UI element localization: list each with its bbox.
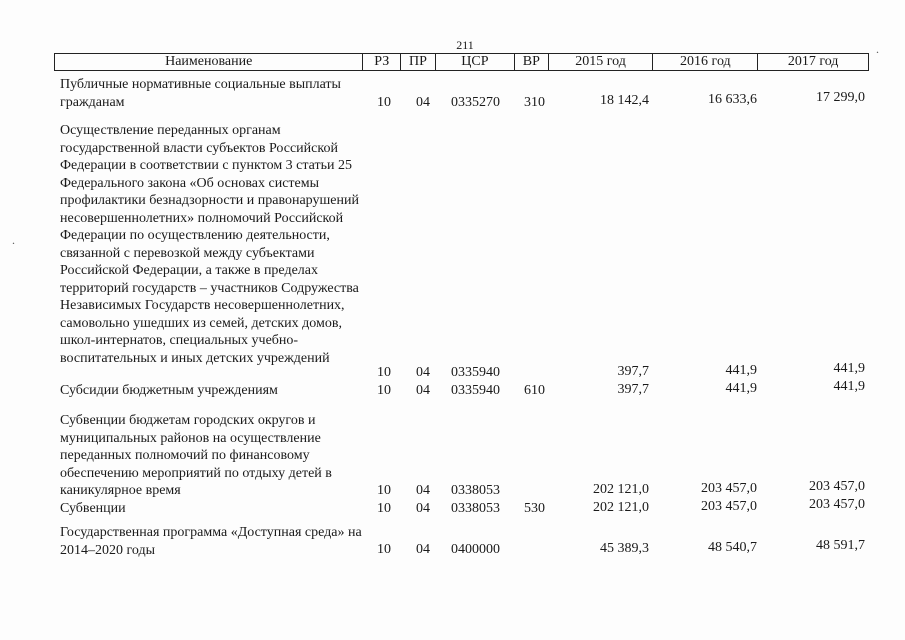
row-2017: 441,9 [833, 379, 865, 394]
row-pr: 04 [416, 365, 430, 380]
row-2017: 203 457,0 [809, 497, 865, 512]
row-rz: 10 [377, 483, 391, 498]
row-2017: 48 591,7 [816, 538, 865, 553]
row-2016: 441,9 [725, 381, 757, 396]
scan-mark: . [12, 233, 15, 247]
row-name: Субсидии бюджетным учреждениям [60, 383, 278, 398]
row-2017: 203 457,0 [809, 479, 865, 494]
table-header [54, 53, 869, 71]
header-rz: РЗ [363, 54, 401, 71]
row-csr: 0335940 [451, 383, 500, 398]
row-vr: 610 [524, 383, 545, 398]
row-vr: 530 [524, 501, 545, 516]
row-rz: 10 [377, 542, 391, 557]
row-rz: 10 [377, 501, 391, 516]
row-csr: 0335270 [451, 95, 500, 110]
header-2017: 2017 год [758, 54, 869, 71]
header-csr: ЦСР [435, 54, 514, 71]
row-name: Субвенции [60, 501, 126, 516]
row-csr: 0400000 [451, 542, 500, 557]
row-2016: 441,9 [725, 363, 757, 378]
row-2017: 17 299,0 [816, 90, 865, 105]
scan-mark: . [876, 42, 879, 56]
row-name: Осуществление переданных органам государственной власти субъектов Российской Федерации в соответствии с пунктом 3 статьи 25 Федерального закона «Об основах системы профилактики безнадзорности и правонарушений несовершеннолетних» полномочий Российской Федерации по осуществлению деятельности, связанной с перевозкой между субъектами Российской Федерации, а также в пределах территорий государств – участников Содружества Независимых Государств несовершеннолетних, самовольно ушедших из семей, детских домов, школ-интернатов, специальных учебно-воспитательных и иных детских учреждений [60, 123, 359, 366]
row-2016: 48 540,7 [708, 540, 757, 555]
row-rz: 10 [377, 365, 391, 380]
row-2015: 202 121,0 [593, 500, 649, 515]
row-csr: 0335940 [451, 365, 500, 380]
row-pr: 04 [416, 483, 430, 498]
row-2015: 397,7 [617, 364, 649, 379]
row-pr: 04 [416, 95, 430, 110]
row-name: Публичные нормативные социальные выплаты гражданам [60, 77, 341, 110]
page-number: 211 [456, 38, 474, 52]
row-2015: 202 121,0 [593, 482, 649, 497]
row-pr: 04 [416, 542, 430, 557]
header-pr: ПР [401, 54, 436, 71]
row-2015: 45 389,3 [600, 541, 649, 556]
row-2015: 397,7 [617, 382, 649, 397]
row-2016: 16 633,6 [708, 92, 757, 107]
row-name: Государственная программа «Доступная среда» на 2014–2020 годы [60, 525, 362, 558]
header-vr: ВР [514, 54, 548, 71]
row-pr: 04 [416, 501, 430, 516]
row-vr: 310 [524, 95, 545, 110]
row-2016: 203 457,0 [701, 481, 757, 496]
row-name: Субвенции бюджетам городских округов и муниципальных районов на осуществление переданных полномочий по финансовому обеспечению мероприятий по отдыху детей в каникулярное время [60, 413, 332, 498]
header-2015: 2015 год [548, 54, 653, 71]
row-rz: 10 [377, 95, 391, 110]
row-2016: 203 457,0 [701, 499, 757, 514]
header-name: Наименование [55, 54, 363, 71]
row-2017: 441,9 [833, 361, 865, 376]
row-csr: 0338053 [451, 501, 500, 516]
row-rz: 10 [377, 383, 391, 398]
row-2015: 18 142,4 [600, 93, 649, 108]
row-csr: 0338053 [451, 483, 500, 498]
header-2016: 2016 год [653, 54, 758, 71]
row-pr: 04 [416, 383, 430, 398]
